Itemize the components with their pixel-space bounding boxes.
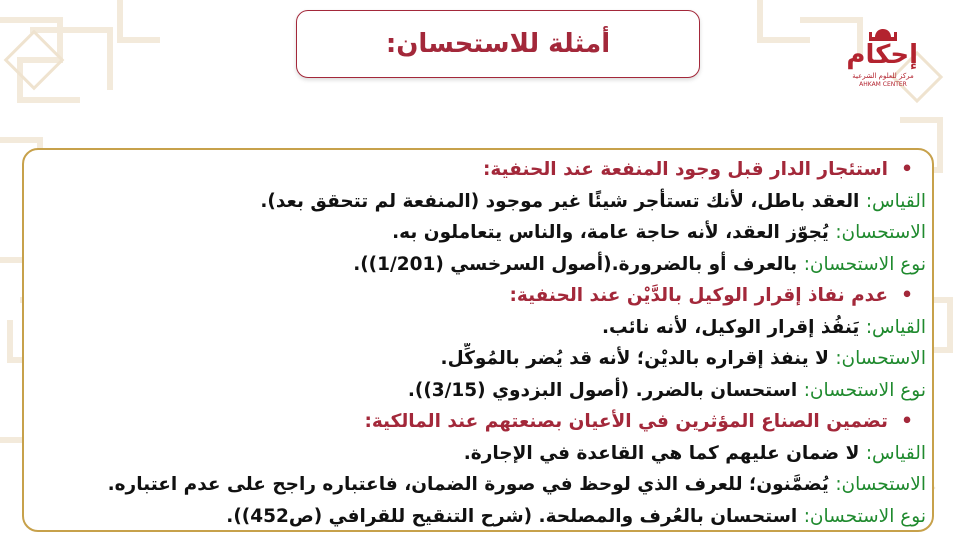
bullet-icon: • [901, 285, 913, 306]
row-label: الاستحسان: [835, 348, 926, 369]
row-text: يُجوّز العقد، لأنه حاجة عامة، والناس يتعاملون به. [392, 222, 836, 243]
section-heading [34, 154, 926, 186]
row-label: نوع الاستحسان: [803, 253, 926, 275]
row-text: يَنفُذ إقرار الوكيل، لأنه نائب. [602, 316, 866, 338]
row-label: نوع الاستحسان: [803, 505, 926, 527]
row-label: القياس: [865, 442, 926, 464]
bullet-icon: • [901, 159, 913, 180]
row-text: بالعرف أو بالضرورة.(أصول السرخسي (1/201)). [353, 253, 804, 275]
heading-text: استئجار الدار قبل وجود المنفعة عند الحنفية: [482, 159, 888, 180]
list-item [34, 501, 926, 533]
content-box [22, 148, 934, 532]
list-item [34, 217, 926, 249]
logo-subtitle: مركز للعلوم الشرعية [852, 72, 914, 80]
row-label: نوع الاستحسان: [803, 379, 926, 401]
list-item [34, 249, 926, 281]
title-box [296, 10, 700, 78]
heading-text: عدم نفاذ إقرار الوكيل بالدَّيْن عند الحنفية: [509, 285, 888, 306]
section-heading [34, 280, 926, 312]
logo-name: إحكام [846, 40, 918, 70]
row-text: العقد باطل، لأنك تستأجر شيئًا غير موجود (المنفعة لم تتحقق بعد). [260, 190, 866, 212]
section-heading [34, 406, 926, 438]
examples-list [34, 154, 926, 532]
list-item [34, 186, 926, 218]
row-text: استحسان بالضرر. (أصول البزدوي (3/15)). [407, 379, 804, 401]
row-text: يُضمَّنون؛ للعرف الذي لوحظ في صورة الضمان، فاعتباره راجح على عدم اعتباره. [107, 474, 836, 495]
row-text: لا ضمان عليهم كما هي القاعدة في الإجارة. [463, 442, 866, 464]
row-text: لا ينفذ إقراره بالديْن؛ لأنه قد يُضر بالمُوكِّل. [440, 348, 836, 369]
row-label: القياس: [865, 316, 926, 338]
heading-text: تضمين الصناع المؤثرين في الأعيان بصنعتهم عند المالكية: [364, 411, 888, 432]
row-label: الاستحسان: [835, 474, 926, 495]
row-label: القياس: [865, 190, 926, 212]
row-label: الاستحسان: [835, 222, 926, 243]
list-item [34, 375, 926, 407]
list-item [34, 312, 926, 344]
list-item [34, 469, 926, 501]
page-title: أمثلة للاستحسان: [385, 29, 611, 59]
list-item [34, 343, 926, 375]
list-item [34, 438, 926, 470]
logo [848, 28, 918, 98]
bullet-icon: • [901, 411, 913, 432]
row-text: استحسان بالعُرف والمصلحة. (شرح التنقيح للقرافي (ص452)). [226, 505, 804, 527]
logo-tagline: AHKAM CENTER [859, 81, 907, 88]
